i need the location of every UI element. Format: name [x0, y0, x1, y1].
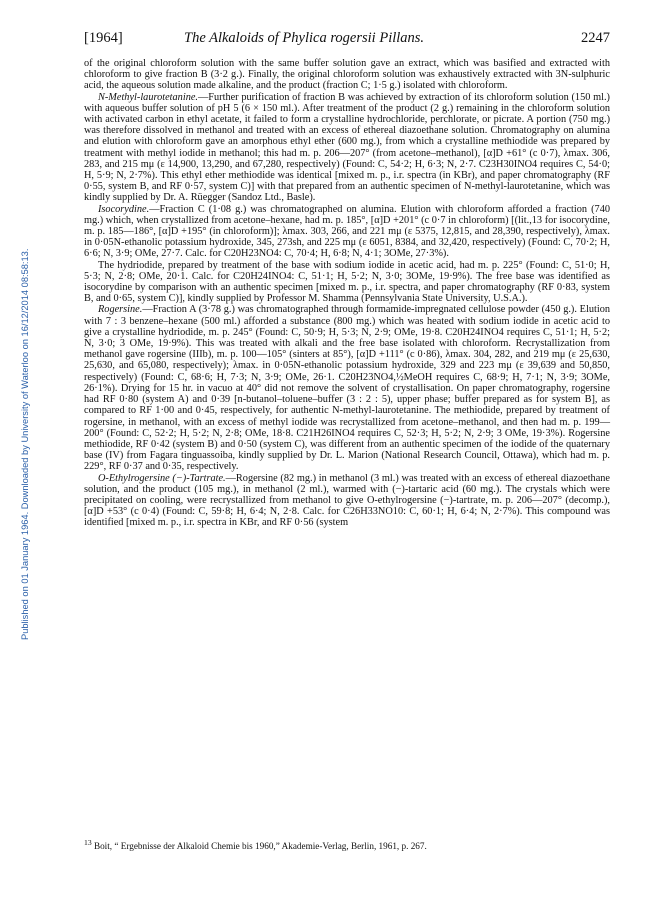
download-watermark	[8, 120, 30, 640]
paragraph	[84, 92, 610, 204]
header-year: [1964]	[84, 30, 123, 46]
article-body	[84, 58, 610, 529]
paragraph-text: —Fraction C (1·08 g.) was chromatographed on alumina. Elution with chloroform afforded a fraction (740 mg.) which, when crystallized from acetone–hexane, had m. p. 185°, [α]D +201° (c 0·7 in chloroform) [(lit.,13 for isocorydine, m. p. 185—186°, [α]D +195° (in chloroform)]; λmax. 303, 266, and 221 mμ (ε 5375, 12,815, and 28,390, respectively), λmax. in 0·05N-ethanolic potassium hydroxide, 345, 273sh, and 225 mμ (ε 6051, 8384, and 32,420, respectively) (Found: C, 70·2; H, 6·6; N, 3·9; OMe, 27·7. Calc. for C20H23NO4: C, 70·4; H, 6·8; N, 4·1; 3OMe, 27·3%).	[84, 203, 610, 260]
watermark-text: Published on 01 January 1964. Downloaded by University of Waterloo on 16/12/2014 08:58:13.	[20, 248, 30, 640]
footnote	[84, 837, 610, 852]
paragraph-text: —Fraction A (3·78 g.) was chromatographed through formamide-impregnated cellulose powder (450 g.). Elution with 7 : 3 benzene–hexane (500 ml.) afforded a substance (800 mg.) which was heated with sodium iodide in acetic acid to give a crystalline hydriodide, m. p. 245° (Found: C, 50·9; H, 5·3; N, 2·9; OMe, 19·8. C20H24INO4 requires C, 51·1; H, 5·2; N, 3·0; 3 OMe, 19·9%). This was treated with alkali and the free base isolated with chloroform. Recrystallization from methanol gave rogersine (IIIb), m. p. 100—105° (sinters at 85°), [α]D +111° (c 0·86), λmax. 304, 282, and 219 mμ (ε 25,630, 25,630, and 65,080, respectively); λmax. in 0·05N-ethanolic potassium hydroxide, 329 and 223 mμ (ε 39,639 and 50,850, respectively) (Found: C, 68·6; H, 7·3; N, 3·9; OMe, 26·1. C20H23NO4,½MeOH requires C, 68·9; H, 7·1; N, 3·9; 3OMe, 26·1%). Drying for 15 hr. in vacuo at 40° did not remove the solvent of crystallisation. On paper chromatography, rogersine had RF 0·80 (system A) and 0·39 [n-butanol–toluene–buffer (3 : 2 : 5), upper phase; buffer prepared as for system B], as compared to RF 1·00 and 0·45, respectively, for authentic N-methyl-laurotetanine. The methiodide, prepared by treatment of rogersine, in methanol, with an excess of methyl iodide was recrystallized from acetone–methanol, and then had m. p. 199—200° (Found: C, 52·2; H, 5·2; N, 2·8; OMe, 18·8. C21H26INO4 requires C, 52·3; H, 5·2; N, 2·9; 3 OMe, 19·3%). Rogersine methiodide, RF 0·42 (system B) and 0·50 (system C), was different from an authentic specimen of the iodide of the quaternary base (IV) from Fagara tinguassoiba, kindly supplied by Dr. L. Marion (National Research Council, Ottawa), which had m. p. 229°, RF 0·37 and 0·35, respectively.	[84, 304, 610, 473]
paragraph	[84, 58, 610, 92]
page-number: 2247	[581, 30, 610, 46]
paragraph	[84, 204, 610, 260]
paragraph-text: of the original chloroform solution with the same buffer solution gave an extract, which was basified and extracted with chloroform to give fraction B (3·2 g.). Finally, the original chloroform solution was exhaustively extracted with 3N-sulphuric acid, the aqueous solution made alkaline, and the product (fraction C; 1·5 g.) isolated with chloroform.	[84, 58, 610, 92]
section-heading: O-Ethylrogersine (−)-Tartrate.	[98, 472, 226, 484]
running-header	[84, 30, 610, 48]
footnote-number: 13	[84, 838, 92, 847]
paragraph	[84, 260, 610, 305]
header-title: The Alkaloids of Phylica rogersii Pillans.	[184, 30, 425, 46]
section-heading: N-Methyl-laurotetanine.	[98, 91, 198, 103]
paragraph	[84, 473, 610, 529]
section-heading: Isocorydine.	[98, 203, 150, 215]
footnote-text: Boit, “ Ergebnisse der Alkaloid Chemie bis 1960,” Akademie-Verlag, Berlin, 1961, p. 267.	[93, 841, 427, 852]
paragraph-text: The hydriodide, prepared by treatment of the base with sodium iodide in acetic acid, had m. p. 225° (Found: C, 51·0; H, 5·3; N, 2·8; OMe, 20·1. Calc. for C20H24INO4: C, 51·1; H, 5·2; N, 3·0; 3OMe, 19·9%). The free base was identified as isocorydine by comparison with an authentic specimen [mixed m. p., i.r. spectra, and paper chromatography (RF 0·83, system B, and 0·65, system C)], kindly supplied by Professor M. Shamma (Pennsylvania State University, U.S.A.).	[84, 259, 610, 305]
section-heading: Rogersine.	[98, 304, 143, 316]
paragraph-text: —Rogersine (82 mg.) in methanol (3 ml.) was treated with an excess of ethereal diazoethane solution, and the product (105 mg.), in methanol (2 ml.), warmed with (−)-tartaric acid (60 mg.). The crystals which were precipitated on cooling, were recrystallized from methanol to give O-ethylrogersine (−)-tartrate, m. p. 206—207° (decomp.), [α]D +53° (c 0·4) (Found: C, 59·8; H, 6·4; N, 2·8. Calc. for C26H33NO10: C, 60·1; H, 6·4; N, 2·7%). This compound was identified [mixed m. p., i.r. spectra in KBr, and RF 0·56 (system	[84, 472, 610, 529]
paragraph-text: —Further purification of fraction B was achieved by extraction of its chloroform solution (150 ml.) with aqueous buffer solution of pH 5 (6 × 150 ml.). After treatment of the product (2 g.) remaining in the chloroform solution with activated carbon in ethyl acetate, it failed to form a crystalline hydrochloride, perchlorate, or picrate. A portion (750 mg.) was therefore dissolved in methanol and treated with an excess of ethereal diazoethane solution. Chromatography on alumina and elution with chloroform gave an amorphous ethyl ether (600 mg.), from which a crystalline methiodide was prepared by treatment with methyl iodide in methanol; this had m. p. 206—207° (from acetone–methanol), [α]D +61° (c 0·7), λmax. 306, 283, and 215 mμ (ε 14,900, 13,290, and 67,280, respectively) (Found: C, 54·2; H, 6·3; N, 2·7. C23H30INO4 requires C, 54·0; H, 5·9; N, 2·7%). This ethyl ether methiodide was identical [mixed m. p., i.r. spectra (in KBr), and paper chromatography (RF 0·55, system B, and RF 0·57, system C)] with that prepared from an authentic specimen of N-methyl-laurotetanine, which was kindly supplied by Dr. A. Rüegger (Sandoz Ltd., Basle).	[84, 91, 610, 204]
paragraph	[84, 304, 610, 472]
